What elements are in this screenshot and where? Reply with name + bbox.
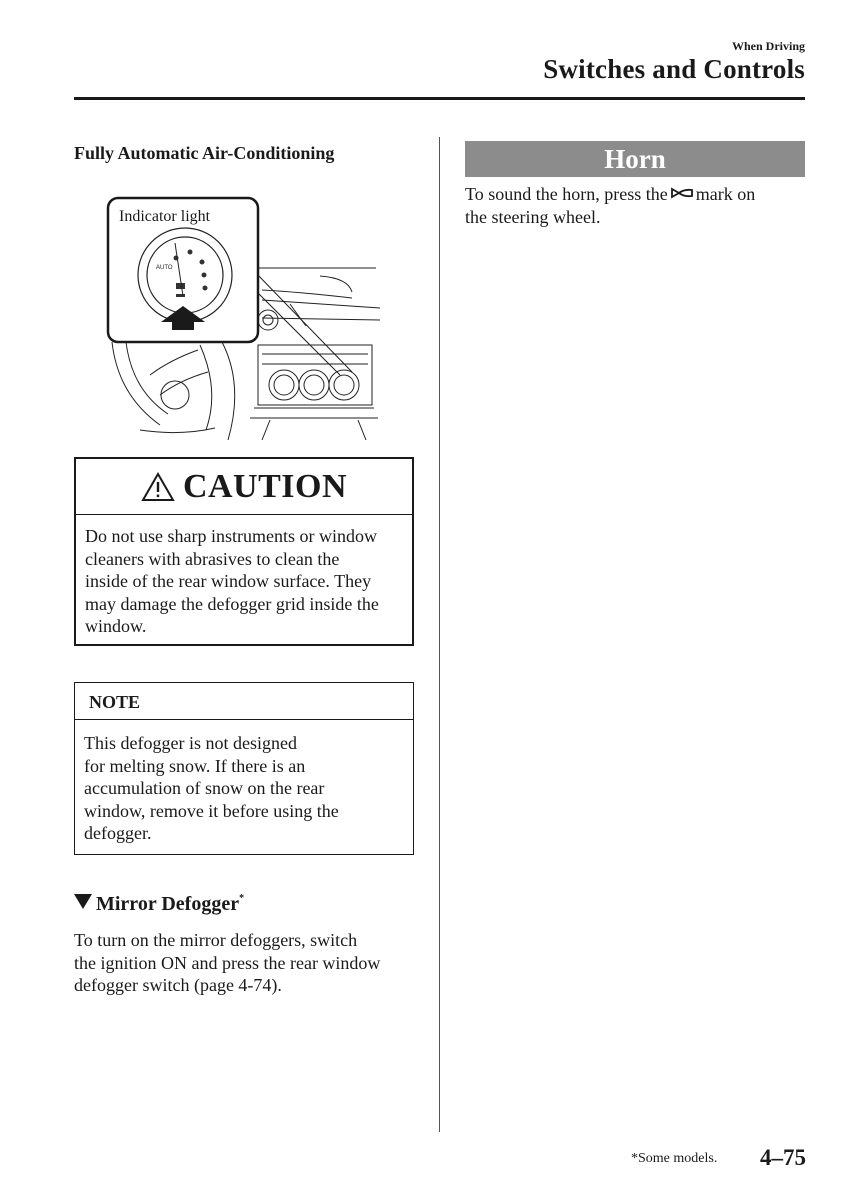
- caution-label: CAUTION: [182, 467, 348, 505]
- column-divider: [439, 137, 440, 1132]
- caution-text: Do not use sharp instruments or window cleaners with abrasives to clean the inside of the rear window surface. They may damage the defogger grid inside the window.: [85, 526, 379, 636]
- note-text: This defogger is not designed for melting snow. If there is an accumulation of snow on the rear window, remove it before using the defogger.: [84, 733, 339, 843]
- figure-title: Fully Automatic Air-Conditioning: [74, 143, 335, 163]
- note-box: [74, 682, 414, 855]
- section-triangle-icon: [74, 894, 92, 909]
- warning-triangle-icon: [141, 471, 175, 503]
- dial-auto-label: AUTO: [156, 265, 173, 271]
- caution-box: [74, 457, 414, 646]
- climate-control-illustration: [106, 196, 382, 440]
- horn-text: To sound the horn, press the mark on the steering wheel.: [465, 184, 756, 227]
- section-label: When Driving: [731, 39, 805, 53]
- mirror-defogger-heading: Mirror Defogger*: [74, 893, 244, 916]
- caution-header: [76, 459, 412, 515]
- note-label: NOTE: [75, 683, 413, 720]
- mirror-defogger-text: To turn on the mirror defoggers, switch the ignition ON and press the rear window defogger switch (page 4-74).: [74, 930, 381, 995]
- page-number: 4–75: [760, 1145, 806, 1170]
- indicator-light-callout: Indicator light: [119, 208, 211, 225]
- header-rule: [74, 97, 805, 100]
- horn-icon: [670, 187, 694, 199]
- horn-section-title: Horn: [465, 141, 805, 177]
- page-title: Switches and Controls: [543, 54, 805, 84]
- footnote: *Some models.: [631, 1151, 718, 1166]
